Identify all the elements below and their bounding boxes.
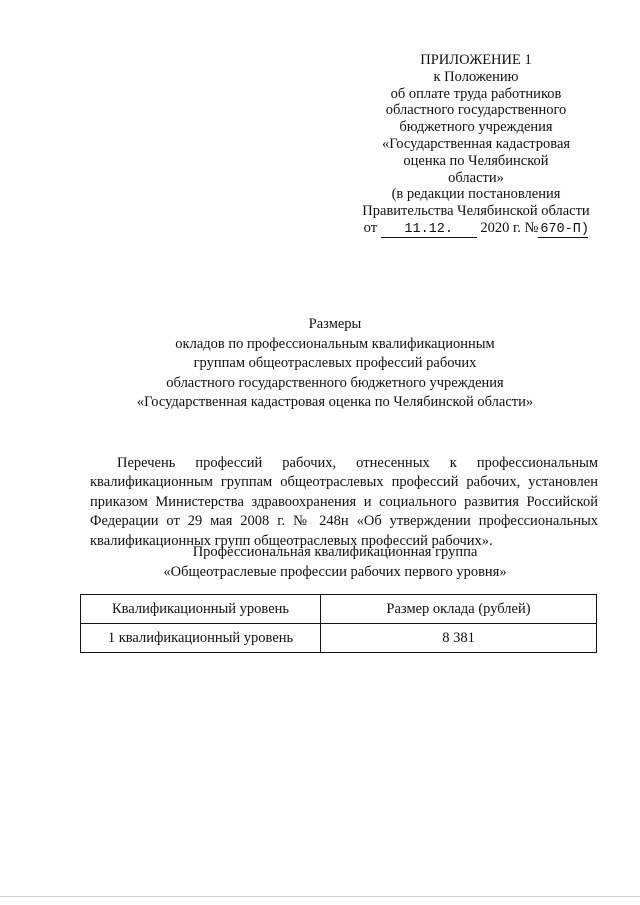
salary-table [80,594,597,653]
title-line: группам общеотраслевых профессий рабочих [193,355,477,371]
group-heading [60,543,610,582]
resolution-date: 11.12. [381,223,477,238]
column-header-salary: Размер оклада (рублей) [321,595,597,624]
table-header-row [81,595,597,624]
title-line: окладов по профессиональным квалификационным [175,335,495,352]
appendix-line: об оплате труда работников [390,85,562,102]
document-title [60,315,610,413]
appendix-line: области» [448,169,504,186]
appendix-line: областного государственного [385,102,567,119]
appendix-header [345,52,607,238]
appendix-line: (в редакции постановления [391,186,561,203]
column-header-level: Квалификационный уровень [81,595,321,624]
group-heading-line2: «Общеотраслевые профессии рабочих первого уровня» [163,563,507,580]
appendix-title: ПРИЛОЖЕНИЕ 1 [420,52,532,68]
title-line: Размеры [308,316,362,332]
level-cell: 1 квалификационный уровень [81,624,321,653]
appendix-line: «Государственная кадастровая [381,135,571,152]
appendix-line: бюджетного учреждения [399,119,553,136]
resolution-year: 2020 г. [480,219,521,236]
number-prefix: № [524,219,539,236]
title-line: «Государственная кадастровая оценка по Челябинской области» [136,394,534,410]
appendix-line: оценка по Челябинской [403,152,549,169]
salary-cell: 8 381 [321,624,597,653]
body-paragraph: Перечень профессий рабочих, отнесенных к профессиональным квалификационным группам общеотраслевых профессий рабочих, установлен приказом Министерства здравоохранения и социального развития Российской Федерации от 29 мая 2008 г. № 248н «Об утверждении профессиональных квалификационных групп общеотраслевых профессий рабочих». [90,454,598,549]
appendix-line: к Положению [433,68,519,85]
title-line: областного государственного бюджетного учреждения [166,374,504,391]
resolution-date-line [345,220,607,238]
date-prefix: от [363,219,378,236]
group-heading-line1: Профессиональная квалификационная группа [192,544,478,560]
resolution-number: 670-П) [540,221,589,237]
table-row [81,624,597,653]
appendix-line: Правительства Челябинской области [362,203,590,220]
scan-edge-divider [0,896,640,897]
